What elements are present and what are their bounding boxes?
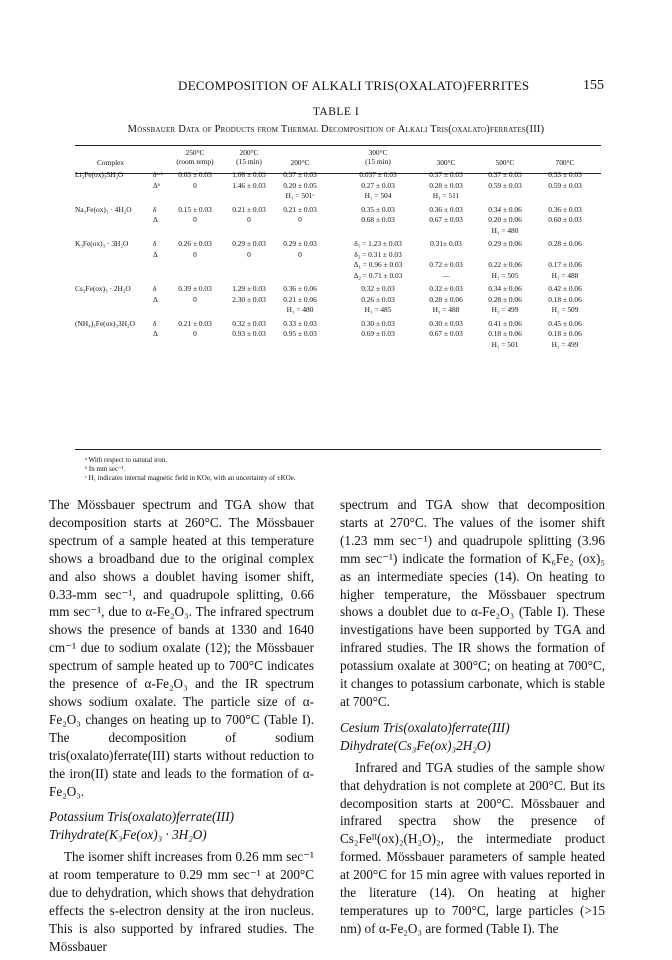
table-cell: 0.36 ± 0.03 [548, 204, 582, 214]
table-cell: H₁ = 488 [432, 305, 460, 314]
table-cell: δ [153, 239, 157, 248]
table-group [75, 239, 601, 281]
table-cell: 0.67 ± 0.03 [429, 329, 463, 338]
table-cell: 0.45 ± 0.06 [548, 318, 582, 328]
table-row [75, 250, 601, 261]
right-heading-line-2: Dihydrate(Cs₃Fe(ox)₃2H₂O) [340, 737, 491, 753]
table-cell: 0.32 ± 0.03 [232, 318, 266, 328]
table-cell: H₁ = 501ᶜ [285, 191, 315, 200]
mossbauer-table [75, 148, 601, 353]
table-group [75, 170, 601, 202]
table-cell: Δ₂ = 0.71 ± 0.03 [353, 270, 403, 280]
table-cell: H₁ = 485 [364, 305, 392, 314]
table-cell: 2.30 ± 0.03 [232, 294, 266, 304]
table-cell: 0.95 ± 0.03 [283, 329, 317, 338]
table-cell: Δ [153, 215, 158, 224]
table-cell: 1.29 ± 0.03 [232, 284, 266, 293]
table-cell: H₁ = 480 [491, 225, 519, 235]
table-cell: 0.36 ± 0.06 [283, 284, 317, 293]
right-paragraph-1: spectrum and TGA show that decomposition starts at 270°C. The values of the isomer shift (1.23 mm sec⁻¹) and quadrupole splitting (3.96 mm sec⁻¹) indicate the formation of K₆Fe₂ (ox)₅ as an intermediate species (14). On heating to higher temperature, the Mössbauer spectrum shows a doublet due to α-Fe₂O₃ (Table I). These investigations have been supported by TGA and infrared studies. The IR shows the formation of potassium oxalate at 300°C; on heating at 700°C, it changes to potassium carbonate, which is stable at 700°C. [340, 497, 605, 709]
table-cell: 0.32 ± 0.03 [361, 284, 395, 293]
footnote-b: ᵇ In mm sec⁻¹. [85, 465, 126, 473]
footnote-c: ᶜ H₁ indicates internal magnetic field in KOe, with an uncertainty of ±KOe. [85, 474, 296, 482]
table-cell: 0.72 ± 0.03 [429, 260, 463, 269]
table-cell: 0 [193, 215, 197, 224]
table-row [75, 319, 601, 330]
header-200a-b: (15 min) [236, 157, 262, 166]
table-cell: H₁ = 480 [286, 305, 314, 314]
table-cell: Δ₁ = 0.96 ± 0.03 [353, 260, 403, 269]
table-cell: 0.37 ± 0.03 [429, 170, 463, 179]
table-cell: 0.18 ± 0.06 [548, 294, 582, 304]
table-cell: — [442, 270, 450, 280]
table-cell: H₁ = 499 [491, 305, 519, 314]
table-cell: 0.17 ± 0.06 [548, 260, 582, 269]
table-cell: 0.39 ± 0.03 [178, 284, 212, 293]
left-section-heading [49, 808, 314, 844]
table-cell: H₁ = 509 [551, 305, 579, 314]
table-cell: 0.32 ± 0.03 [429, 284, 463, 293]
table-cell: 0.28 ± 0.06 [429, 294, 463, 304]
table-row [75, 295, 601, 306]
table-cell: 0.59 ± 0.03 [488, 180, 522, 190]
table-header-row [75, 148, 601, 170]
table-body [75, 170, 601, 350]
table-cell: 0 [298, 249, 302, 259]
table-cell: 0.28 ± 0.03 [429, 180, 463, 190]
table-row [75, 215, 601, 226]
table-bottom-rule [75, 449, 601, 450]
table-cell: 0.27 ± 0.03 [361, 180, 395, 190]
table-cell: 0 [193, 249, 197, 259]
table-cell: 0 [193, 329, 197, 338]
table-cell: 0.21 ± 0.06 [283, 294, 317, 304]
table-cell: 0.34 ± 0.06 [488, 204, 522, 214]
header-300b: 300°C [436, 158, 456, 167]
table-cell: δ [153, 318, 157, 328]
table-cell: Cs₃Fe(ox)₃ · 2H₂O [75, 284, 131, 293]
table-cell: 0.29 ± 0.03 [232, 239, 266, 248]
table-cell: δ [153, 204, 157, 214]
table-cell: 0.28 ± 0.06 [488, 294, 522, 304]
table-cell: 0.36 ± 0.03 [429, 204, 463, 214]
table-label: TABLE I [312, 106, 360, 118]
header-700: 700°C [555, 158, 575, 167]
table-cell: 0.69 ± 0.03 [361, 329, 395, 338]
table-caption-text: Mössbauer Data of Products from Thermal Decomposition of Alkali Tris(oxalato)ferrates(III) [127, 124, 545, 135]
right-section-heading [340, 719, 605, 755]
table-row [75, 284, 601, 295]
table-cell: Δ [153, 294, 158, 304]
table-cell: 0 [298, 215, 302, 224]
table-cell: 0.03 ± 0.03 [178, 170, 212, 179]
right-column [340, 496, 605, 938]
table-row [75, 239, 601, 250]
running-title: DECOMPOSITION OF ALKALI TRIS(OXALATO)FERRITES [178, 78, 530, 93]
table-cell: 0.18 ± 0.06 [548, 329, 582, 338]
table-cell: 0.37 ± 0.03 [488, 170, 522, 179]
table-header-rule [75, 173, 601, 174]
table-cell: 0.29 ± 0.03 [283, 239, 317, 248]
table-cell: 0.20 ± 0.06 [488, 215, 522, 224]
table-cell: K₃Fe(ox)₃ · 3H₂O [75, 239, 129, 248]
table-cell: 0.18 ± 0.06 [488, 329, 522, 338]
table-group [75, 319, 601, 351]
table-cell: H₁ = 504 [364, 191, 392, 200]
table-cell: 0.30 ± 0.03 [361, 318, 395, 328]
left-paragraph-1: The Mössbauer spectrum and TGA show that decomposition starts at 260°C. The Mössbauer spectrum of a sample heated at this temperature shows a broadband due to the original complex and also shows a doublet having isomer shift, 0.33-mm sec⁻¹, and quadrupole splitting, 0.66 mm sec⁻¹, due to α-Fe₂O₃. The infrared spectrum shows the presence of bands at 1330 and 1640 cm⁻¹ due to sodium oxalate (12); the Mössbauer spectrum of sample heated up to 700°C indicates the presence of α-Fe₂O₃ and the IR spectrum shows sodium oxalate. The particle size of α-Fe₂O₃ changes on heating up to 700°C (Table I). The decomposition of sodium tris(oxalato)ferrate(III) starts without reduction to the iron(II) state and leads to the formation of α-Fe₂O₃. [49, 497, 314, 799]
table-cell: 1.46 ± 0.03 [232, 180, 266, 190]
table-cell: 0.26 ± 0.03 [178, 239, 212, 248]
table-cell: 0.15 ± 0.03 [178, 204, 212, 214]
table-cell: δ₂ = 0.31 ± 0.03 [354, 249, 402, 259]
table-row [75, 305, 601, 316]
table-row [75, 271, 601, 282]
table-cell: H₁ = 505 [491, 270, 519, 280]
table-cell: H₁ = 499 [551, 339, 579, 349]
table-cell: 0.31± 0.03 [430, 239, 462, 248]
table-row [75, 340, 601, 351]
table-cell: Δᵇ [153, 180, 161, 190]
table-cell: 0.33 ± 0.03 [548, 170, 582, 179]
right-heading-line-1: Cesium Tris(oxalato)ferrate(III) [340, 719, 510, 735]
table-cell: 0.26 ± 0.03 [361, 294, 395, 304]
table-row [75, 260, 601, 271]
table-cell: 1.06 ± 0.03 [232, 170, 266, 179]
table-cell: 0.67 ± 0.03 [429, 215, 463, 224]
table-cell: δᵃ·ᵇ [153, 170, 164, 179]
table-row [75, 170, 601, 181]
running-header [0, 78, 672, 98]
table-cell: 0.37 ± 0.03 [283, 170, 317, 179]
table-cell: Δ [153, 329, 158, 338]
table-cell: H₁ = 488 [551, 270, 579, 280]
header-200a-a: 200°C [239, 148, 259, 157]
table-cell: 0.60 ± 0.03 [548, 215, 582, 224]
table-group [75, 284, 601, 316]
table-cell: 0.34 ± 0.06 [488, 284, 522, 293]
table-cell: 0.29 ± 0.06 [488, 239, 522, 248]
header-250-a: 250°C [185, 148, 205, 157]
table-cell: 0.21 ± 0.03 [232, 204, 266, 214]
table-cell: 0 [193, 180, 197, 190]
table-cell: δ [153, 284, 157, 293]
table-cell: 0.41 ± 0.06 [488, 318, 522, 328]
table-row [75, 191, 601, 202]
table-cell: (NH₄)₃Fe(ox)₃3H₂O [75, 318, 135, 328]
table-cell: 0.21 ± 0.03 [178, 318, 212, 328]
header-complex: Complex [97, 158, 125, 167]
table-cell: 0.22 ± 0.06 [488, 260, 522, 269]
table-cell: Na₃Fe(ox)₃ · 4H₂O [75, 204, 132, 214]
header-250-b: (room temp) [176, 157, 214, 166]
table-cell: 0 [247, 249, 251, 259]
table-cell: 0.93 ± 0.03 [232, 329, 266, 338]
table-caption [0, 124, 672, 135]
table-top-rule [75, 145, 601, 146]
table-cell: 0.42 ± 0.06 [548, 284, 582, 293]
table-cell: H₁ = 511 [432, 191, 460, 200]
left-heading-line-2: Trihydrate(K₃Fe(ox)₃ · 3H₂O) [49, 827, 207, 843]
table-cell: Δ [153, 249, 158, 259]
table-cell: 0.28 ± 0.06 [548, 239, 582, 248]
table-cell: 0.21 ± 0.03 [283, 204, 317, 214]
table-row [75, 329, 601, 340]
table-cell: 0 [247, 215, 251, 224]
footnote-a: ᵃ With respect to natural iron. [85, 456, 167, 464]
right-paragraph-2: Infrared and TGA studies of the sample show that dehydration is not complete at 200°C. But its decomposition starts at 200°C. Mössbauer and infrared spectra show the presence of Cs₂Feᴵᴵ(ox)₂(H₂O)₂, the intermediate product formed. Mössbauer parameters of sample heated at 200°C for 15 min agree with values reported in the literature (14). On heating at higher temperatures up to 700°C, large particles (>15 nm) of α-Fe₂O₃ are formed (Table I). The [340, 759, 605, 936]
table-group [75, 205, 601, 237]
left-paragraph-2: The isomer shift increases from 0.26 mm sec⁻¹ at room temperature to 0.29 mm sec⁻¹ at 200°C due to dehydration, which shows that dehydration effects the s-electron density at the iron nucleus. This is also supported by infrared studies. The Mössbauer [49, 849, 314, 954]
left-column [49, 496, 314, 956]
left-heading-line-1: Potassium Tris(oxalato)ferrate(III) [49, 809, 234, 825]
page-number: 155 [583, 78, 604, 93]
table-cell: 0.20 ± 0.05 [283, 180, 317, 190]
header-500: 500°C [495, 158, 515, 167]
table-cell: 0.037 ± 0.03 [359, 170, 397, 179]
table-row [75, 226, 601, 237]
table-row [75, 205, 601, 216]
table-cell: 0.35 ± 0.03 [361, 204, 395, 214]
table-cell: 0.68 ± 0.03 [361, 215, 395, 224]
table-row [75, 181, 601, 192]
table-cell: 0.33 ± 0.03 [283, 318, 317, 328]
header-300a-a: 300°C [368, 148, 388, 157]
table-cell: 0.59 ± 0.03 [548, 180, 582, 190]
table-cell: 0.30 ± 0.03 [429, 318, 463, 328]
table-cell: δ₁ = 1.23 ± 0.03 [354, 239, 402, 248]
table-cell: Li₃Fe(ox)₃5H₂O [75, 170, 124, 179]
table-cell: 0 [193, 294, 197, 304]
header-200b: 200°C [290, 158, 310, 167]
header-300a-b: (15 min) [365, 157, 391, 166]
table-cell: H₁ = 501 [491, 339, 519, 349]
